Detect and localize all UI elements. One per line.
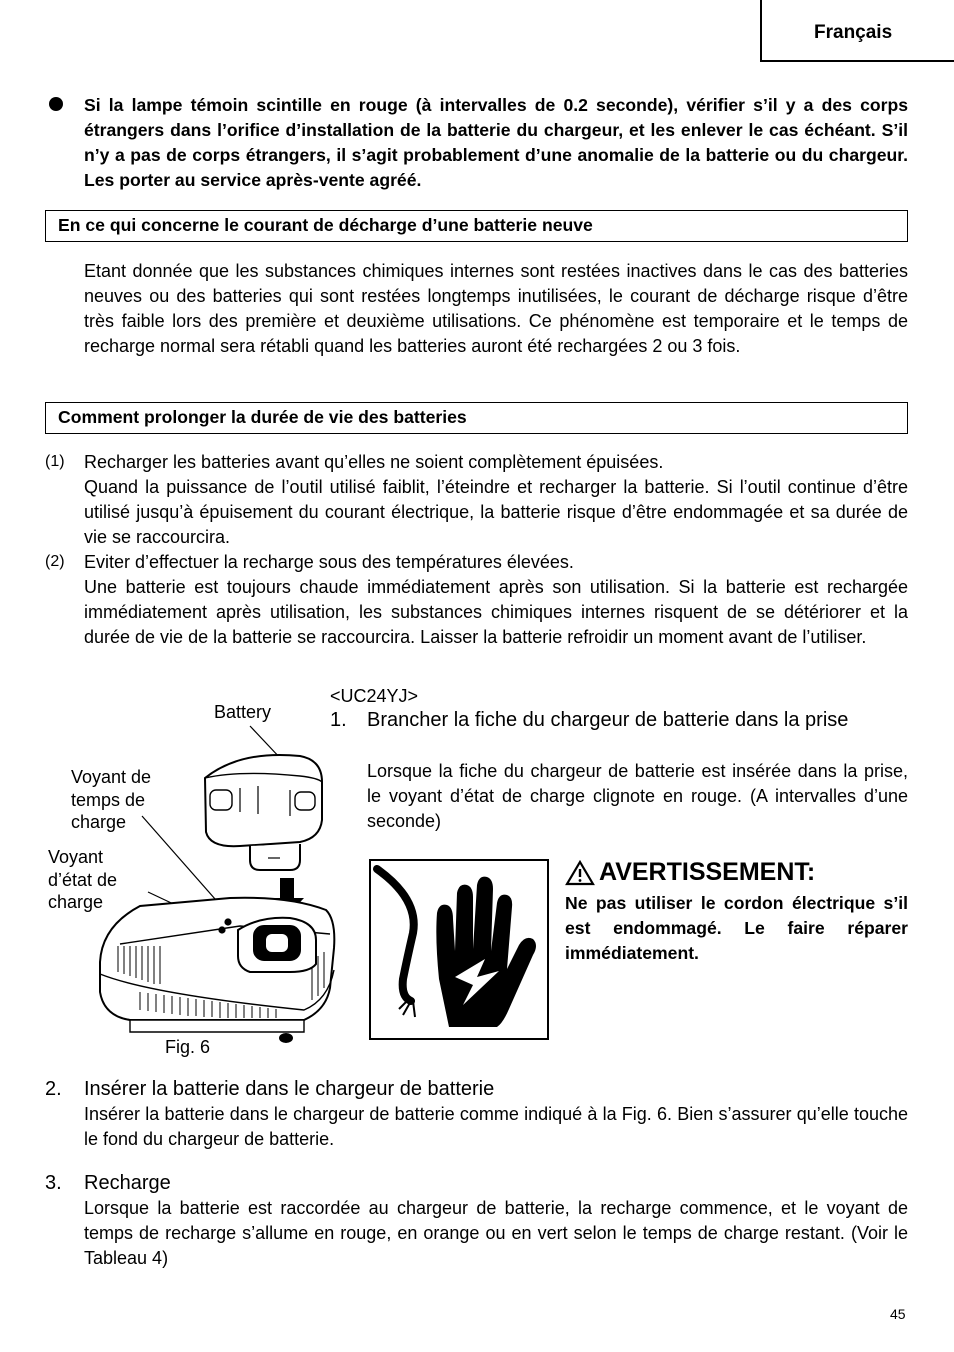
list-item-body: Quand la puissance de l’outil utilisé faiblit, l’éteindre et recharger la batterie. Si l’outil continue d’être utilisé jusqu’à épuisement du courant électrique, la batterie risque d’être endommagée et sa durée de vie se raccourcira. [84, 477, 908, 547]
warning-text: Ne pas utiliser le cordon électrique s’il est endommagé. Le faire réparer immédiatement. [565, 893, 908, 963]
language-tab [760, 0, 954, 62]
step-body: Insérer la batterie dans le chargeur de batterie comme indiqué à la Fig. 6. Bien s’assurer qu’elle touche le fond du chargeur de batterie. [84, 1104, 908, 1149]
step-number: 3. [45, 1172, 62, 1194]
section-heading-new-battery: En ce qui concerne le courant de décharge d’une batterie neuve [45, 210, 908, 242]
warning-bullet-text: Si la lampe témoin scintille en rouge (à intervalles de 0.2 seconde), vérifier s’il y a des corps étrangers dans l’orifice d’installation de la batterie du chargeur, et les enlever le cas échéant. S’il n’y a pas de corps étrangers, il s’agit probablement d’une anomalie de la batterie ou du chargeur. Les porter au service après-vente agréé. [84, 95, 908, 190]
page-number: 45 [890, 1306, 906, 1322]
step-number: 1. [330, 709, 347, 731]
step-number: 2. [45, 1078, 62, 1100]
list-item-title: Recharger les batteries avant qu’elles ne soient complètement épuisées. [84, 452, 664, 472]
list-item-body: Une batterie est toujours chaude immédiatement après son utilisation. Si la batterie est rechargée immédiatement après utilisation, les substances chimiques internes risquent de se détériorer et la durée de vie de la batterie se raccourcira. Laisser la batterie refroidir un moment avant de l’utiliser. [84, 577, 908, 647]
figure-caption: Fig. 6 [165, 1037, 211, 1057]
list-number: (2) [45, 553, 65, 570]
battery-charger-illustration [90, 720, 340, 1050]
warning-title [565, 858, 815, 887]
step-body: Lorsque la fiche du chargeur de batterie est insérée dans la prise, le voyant d’état de charge clignote en rouge. (A intervalles d’une seconde) [367, 761, 908, 831]
model-label: <UC24YJ> [330, 686, 419, 706]
step-title: Recharge [84, 1172, 171, 1194]
list-item-title: Eviter d’effectuer la recharge sous des températures élevées. [84, 552, 574, 572]
warning-title-text: AVERTISSEMENT: [599, 858, 816, 886]
section-heading-battery-life: Comment prolonger la durée de vie des batteries [45, 402, 908, 434]
electric-shock-hand-icon [369, 859, 549, 1040]
label-charge-time-lamp: Voyant de temps de charge [71, 767, 152, 832]
bullet-icon [49, 97, 63, 111]
step-title: Insérer la batterie dans le chargeur de batterie [84, 1078, 495, 1100]
section-body-new-battery: Etant donnée que les substances chimiques internes sont restées inactives dans le cas des batteries neuves ou des batteries qui sont restées longtemps inutilisées, le courant de décharge risque d’être très faible lors des première et deuxième utilisations. Ce phénomène est temporaire et le temps de recharge normal sera rétabli quand les batteries auront été rechargées 2 ou 3 fois. [84, 261, 908, 356]
step-body: Lorsque la batterie est raccordée au chargeur de batterie, la recharge commence, et le voyant de temps de recharge s’allume en rouge, en orange ou en vert selon le temps de charge restant. (Voir le Tableau 4) [84, 1198, 908, 1268]
label-charge-state-lamp: Voyant d’état de charge [48, 847, 118, 912]
label-battery: Battery [214, 702, 272, 722]
language-label: Français [814, 22, 893, 43]
step-title: Brancher la fiche du chargeur de batterie dans la prise [367, 709, 849, 731]
warning-triangle-icon [565, 860, 595, 886]
list-number: (1) [45, 453, 65, 470]
